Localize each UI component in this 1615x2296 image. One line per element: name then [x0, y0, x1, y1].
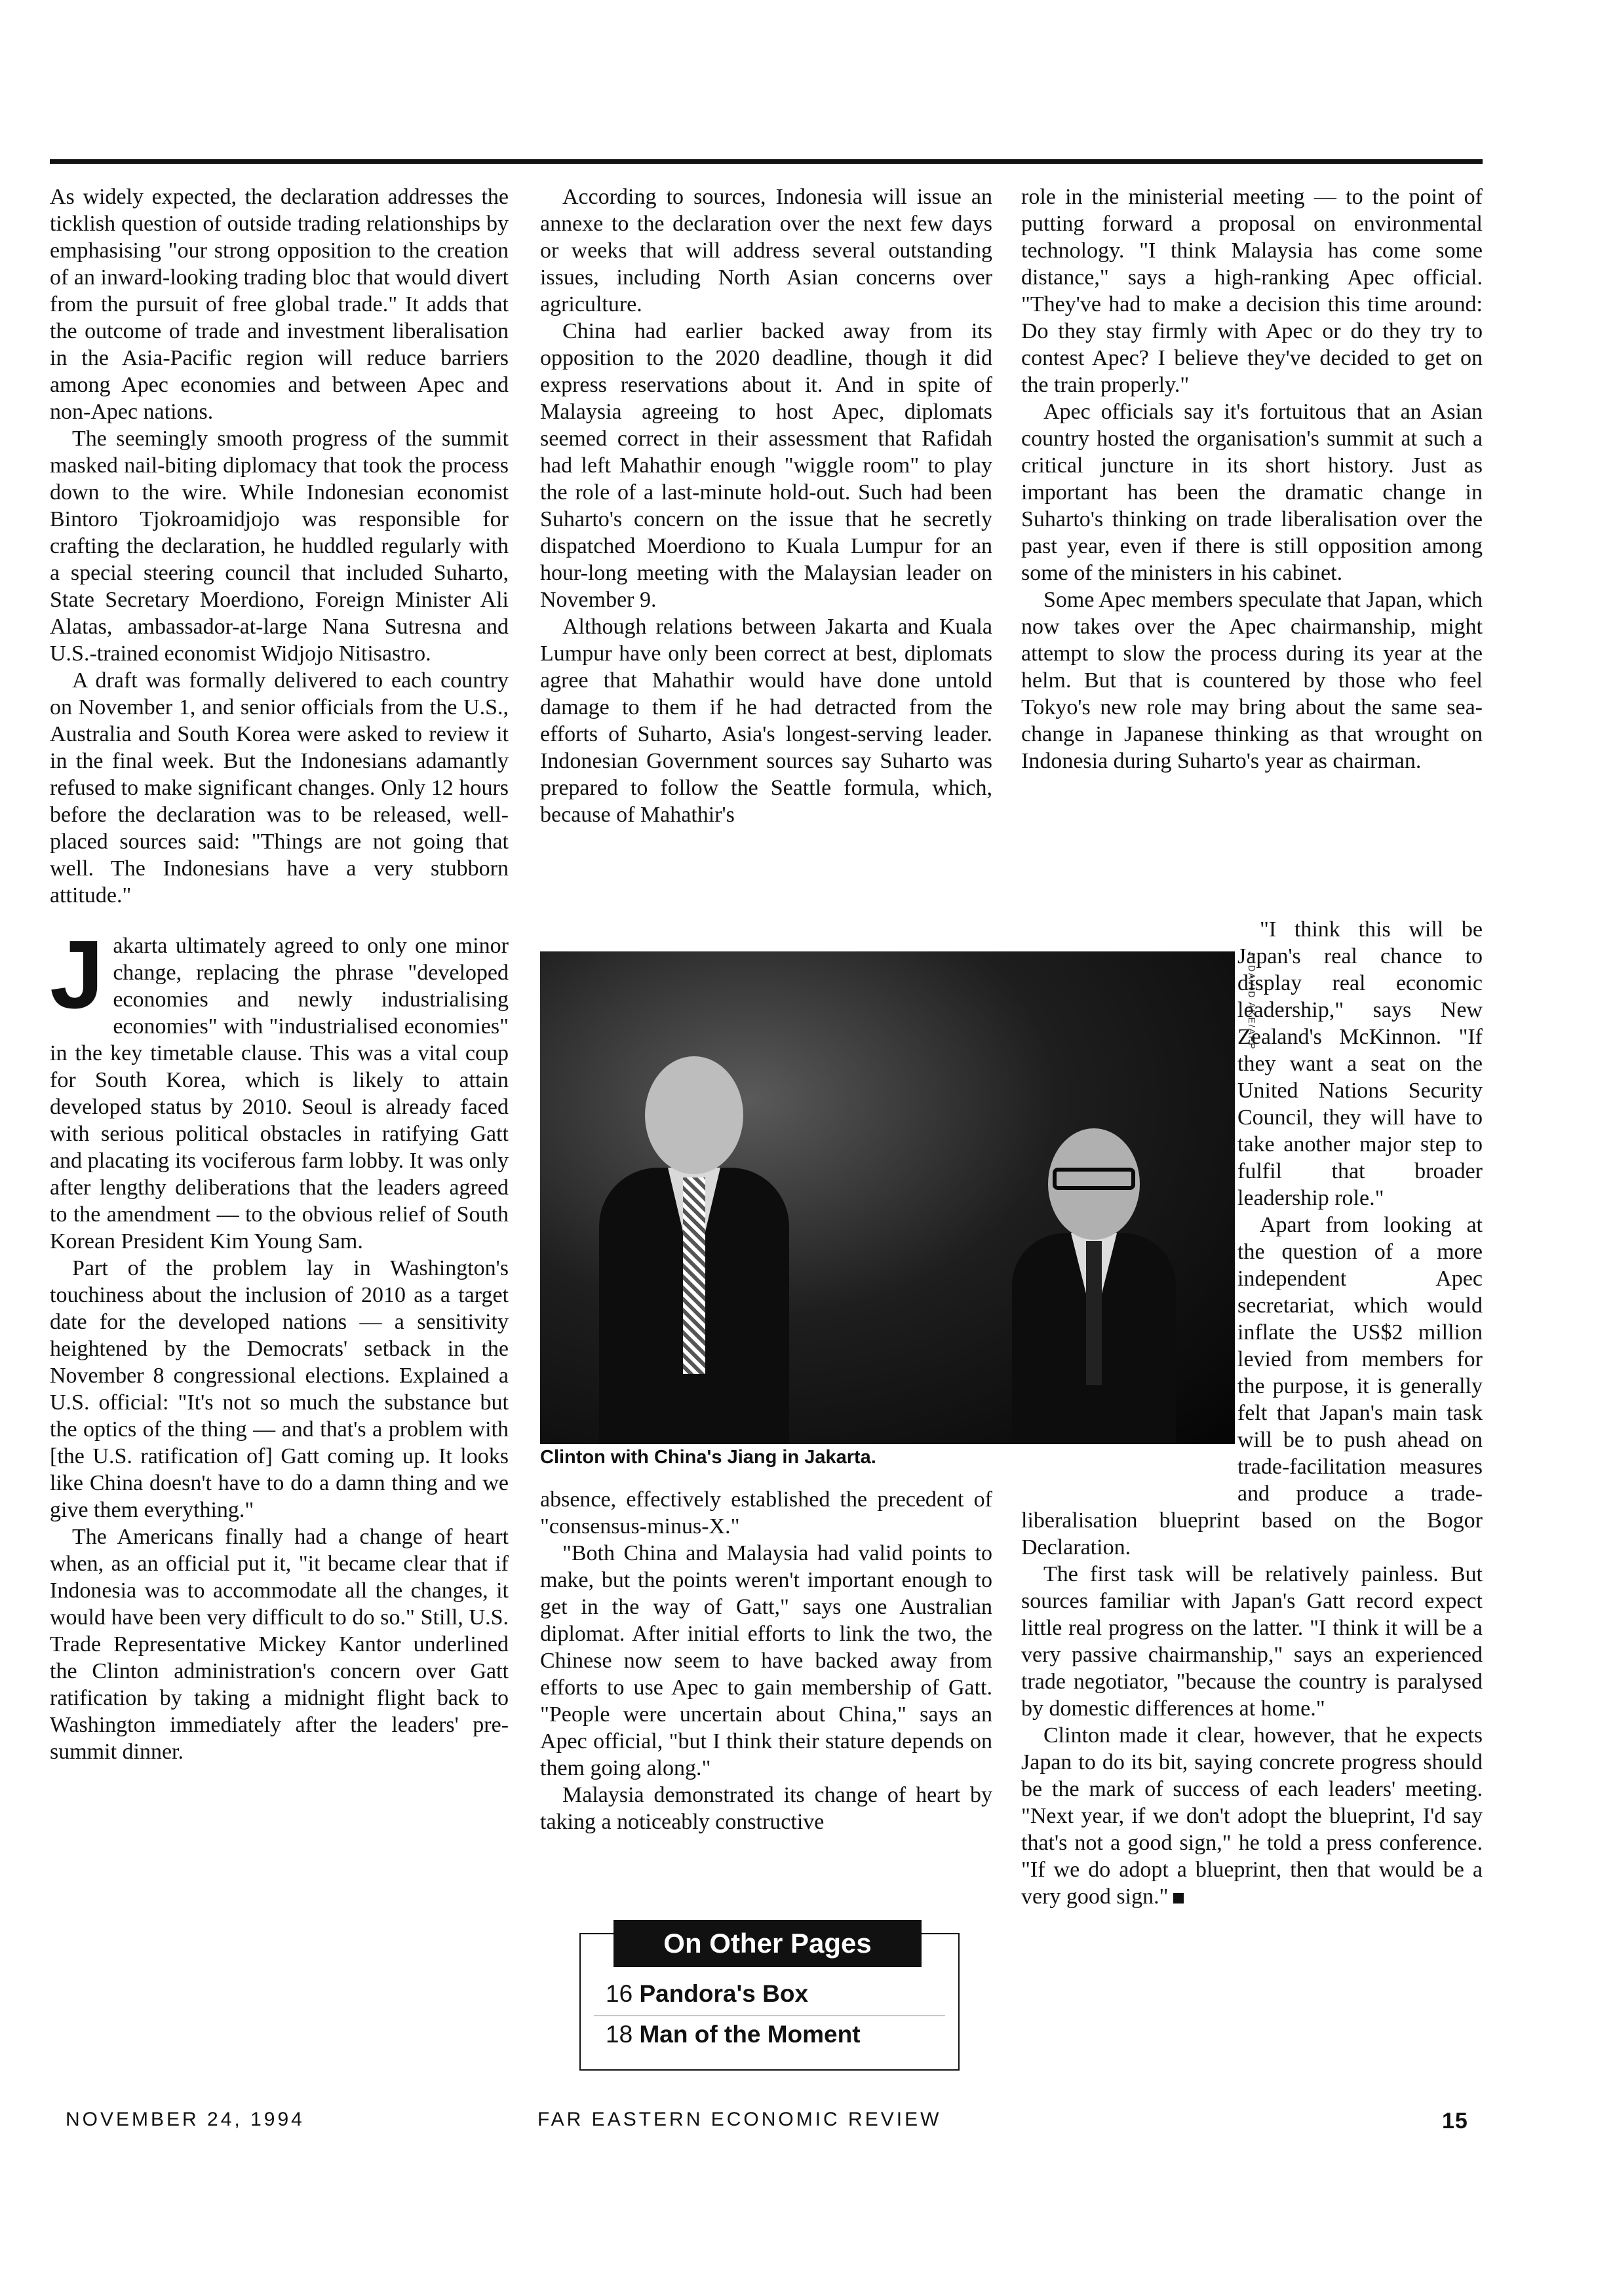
paragraph: As widely expected, the declaration addresses the ticklish question of outside trading relationships by emphasising "our strong opposition to the creation of an inward-looking trading bloc that would divert from the pursuit of free global trade." It adds that the outcome of trade and investment liberalisation in the Asia-Pacific region will reduce barriers among Apec economies and between Apec and non-Apec nations.: [50, 185, 509, 424]
paragraph: The seemingly smooth progress of the summit masked nail-biting diplomacy that took the process down to the wire. While Indonesian economist Bintoro Tjokroamidjojo was responsible for crafting the declaration, he huddled regularly with a special steering council that included Suharto, State Secretary Moerdiono, Foreign Minister Ali Alatas, ambassador-at-large Nana Sutresna and U.S.-trained economist Widjojo Nitisastro.: [50, 427, 509, 666]
paragraph: Some Apec members speculate that Japan, which now takes over the Apec chairmanship, might attempt to slow the process during its year at the helm. But that is countered by those who feel Tokyo's new role may bring about the same sea-change in Japanese thinking as that wrought on Indonesia during Suharto's year as chairman.: [1021, 588, 1483, 773]
article-column-2: [540, 183, 992, 828]
paragraph: The first task will be relatively painless. But sources familiar with Japan's Gatt record expect little real progress on the latter. "I think it will be a very passive chairmanship," says an experienced trade negotiator, "because the country is paralysed by domestic differences at home.": [1021, 1562, 1483, 1721]
paragraph: [1021, 1722, 1483, 1910]
paragraph: According to sources, Indonesia will issue an annexe to the declaration over the next few days or weeks that will address several outstanding issues, including North Asian concerns over agriculture.: [540, 185, 992, 316]
photo-figure-clinton: [599, 1056, 789, 1444]
other-pages-item[interactable]: [606, 1980, 808, 2008]
photo-credit: J. DAVID AKE/AFP: [1247, 951, 1257, 1050]
end-mark-icon: [1173, 1893, 1184, 1904]
paragraph: A draft was formally delivered to each country on November 1, and senior officials from the U.S., Australia and South Korea were asked to review it in the final week. But the Indonesians adamantly refused to make significant changes. Only 12 hours before the declaration was to be released, well-placed sources said: "Things are not going that well. The Indonesians have a very stubborn attitude.": [50, 668, 509, 908]
dropcap-paragraph: [50, 921, 509, 1255]
article-column-2-continued: [540, 1486, 992, 1835]
paragraph: The Americans finally had a change of heart when, as an official put it, "it became clear that if Indonesia was to accommodate all the changes, it would have been very difficult to do so." Still, U.S. Trade Representative Mickey Kantor underlined the Clinton administration's concern over Gatt ratification by taking a midnight flight back to Washington immediately after the leaders' pre-summit dinner.: [50, 1525, 509, 1764]
paragraph: absence, effectively established the precedent of "consensus-minus-X.": [540, 1487, 992, 1539]
article-column-3: [1021, 183, 1483, 775]
paragraph: China had earlier backed away from its opposition to the 2020 deadline, though it did express reservations about it. And in spite of Malaysia agreeing to host Apec, diplomats seemed correct in their assessment that Rafidah had left Mahathir enough "wiggle room" to play the role of a last-minute hold-out. Such had been Suharto's concern on the issue that he secretly dispatched Moerdiono to Kuala Lumpur for an hour-long meeting with the Malaysian leader on November 9.: [540, 319, 992, 612]
paragraph: Part of the problem lay in Washington's touchiness about the inclusion of 2010 as a target date for the developed nations — a sensitivity heightened by the Democrats' setback in the November 8 congressional elections. Explained a U.S. official: "It's not so much the substance but the optics of the thing — and that's a problem with [the U.S. ratification of] Gatt coming up. It looks like China doesn't have to do a damn thing and we give them everything.": [50, 1256, 509, 1522]
article-column-3-continued: [1021, 916, 1483, 1910]
other-pages-page-number: 18: [606, 2021, 633, 2048]
top-rule: [50, 159, 1483, 164]
paragraph: Apart from looking at the question of a more independent Apec secretariat, which would inflate the US$2 million levied from members for the purpose, it is generally felt that Japan's main task will be to push ahead on trade-facilitation measures and produce a trade-liberalisation blueprint based on the Bogor Declaration.: [1021, 1213, 1483, 1559]
paragraph: Although relations between Jakarta and Kuala Lumpur have only been correct at best, diplomats agree that Mahathir would have done untold damage to them if he had detracted from the efforts of Suharto, Asia's longest-serving leader. Indonesian Government sources say Suharto was prepared to follow the Seattle formula, which, because of Mahathir's: [540, 615, 992, 827]
footer-publication: FAR EASTERN ECONOMIC REVIEW: [537, 2109, 942, 2130]
other-pages-item-title: Man of the Moment: [639, 2021, 861, 2048]
paragraph: role in the ministerial meeting — to the point of putting forward a proposal on environmental technology. "I think Malaysia has come some distance," says a high-ranking Apec official. "They've had to make a decision this time around: Do they stay firmly with Apec or do they try to contest Apec? I believe they've decided to get on the train properly.": [1021, 185, 1483, 397]
paragraph: "Both China and Malaysia had valid points to make, but the points weren't important enough to get in the way of Gatt," says one Australian diplomat. After initial efforts to link the two, the Chinese now seem to have backed away from efforts to use Apec to gain membership of Gatt. "People were uncertain about China," says an Apec official, "but I think their stature depends on them going along.": [540, 1541, 992, 1780]
photo-caption: Clinton with China's Jiang in Jakarta.: [540, 1447, 876, 1468]
other-pages-page-number: 16: [606, 1980, 633, 2007]
paragraph: Malaysia demonstrated its change of heart by taking a noticeably constructive: [540, 1783, 992, 1834]
dropcap-letter: J: [50, 921, 104, 1029]
footer-date: NOVEMBER 24, 1994: [66, 2109, 305, 2130]
other-pages-item-title: Pandora's Box: [639, 1980, 809, 2007]
paragraph: "I think this will be Japan's real chance to display real economic leadership," says New Zealand's McKinnon. "If they want a seat on the United Nations Security Council, they will have to take another major step to fulfil that broader leadership role.": [1237, 917, 1483, 1210]
other-pages-item[interactable]: [606, 2021, 861, 2048]
other-pages-title: On Other Pages: [613, 1920, 922, 1967]
final-paragraph-text: Clinton made it clear, however, that he expects Japan to do its bit, saying concrete progress should be the mark of success of each leaders' meeting. "Next year, if we don't adopt the blueprint, I'd say that's not a good sign," he told a press conference. "If we do adopt a blueprint, then that would be a very good sign.": [1021, 1723, 1483, 1909]
paragraph: Apec officials say it's fortuitous that an Asian country hosted the organisation's summit at such a critical juncture in its short history. Just as important has been the dramatic change in Suharto's thinking on trade liberalisation over the past year, even if there is still opposition among some of the ministers in his cabinet.: [1021, 400, 1483, 585]
article-column-1: [50, 183, 509, 1765]
other-pages-box: [579, 1928, 960, 2071]
dropcap-paragraph-text: akarta ultimately agreed to only one minor change, replacing the phrase "developed economies and newly industrialising economies" with "industrialised economies" in the key timetable clause. This was a vital coup for South Korea, which is likely to attain developed status by 2010. Seoul is already faced with serious political obstacles in ratifying Gatt and placating its vociferous farm lobby. It was only after lengthy deliberations that the leaders agreed to the amendment — to the obvious relief of South Korean President Kim Young Sam.: [50, 934, 509, 1253]
page-number: 15: [1442, 2109, 1468, 2133]
